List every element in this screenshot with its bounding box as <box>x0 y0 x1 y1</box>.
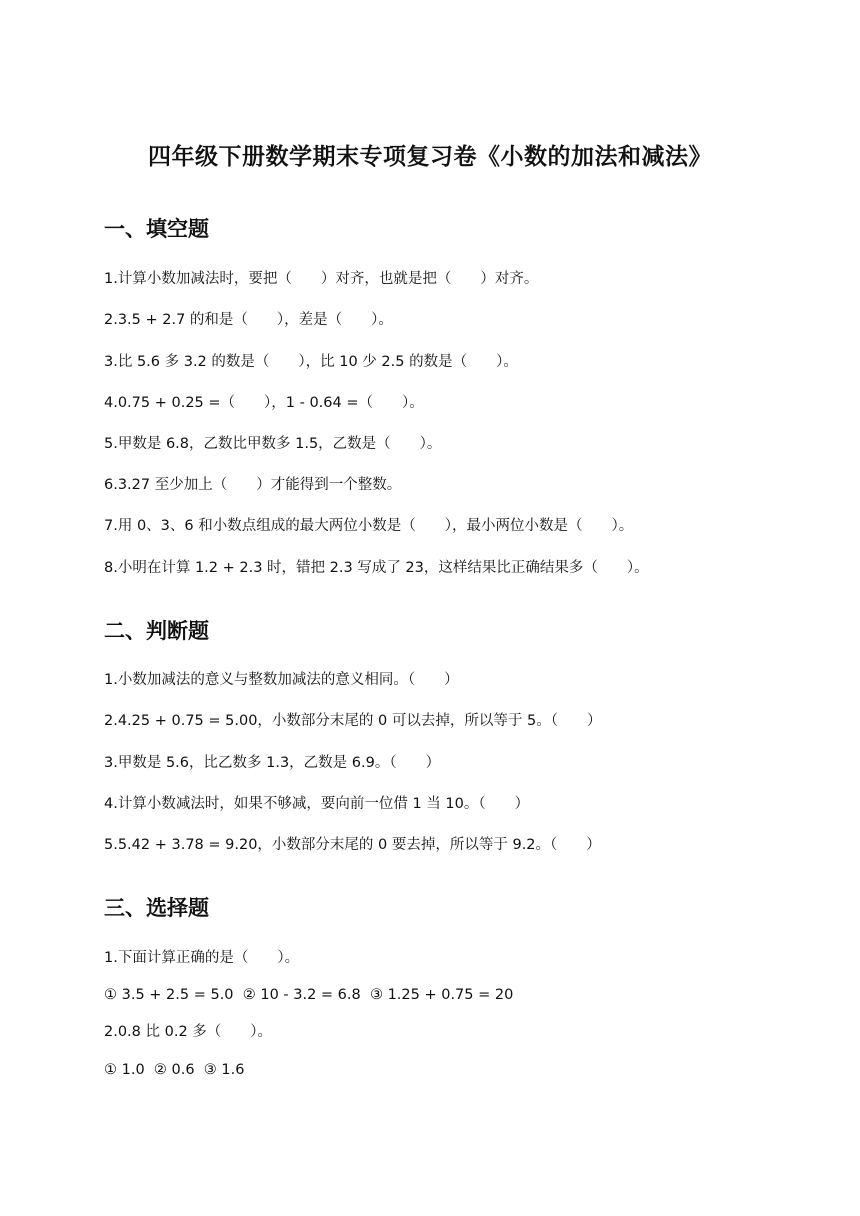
question-line: 1.计算小数加减法时，要把（ ）对齐，也就是把（ ）对齐。 <box>104 271 539 287</box>
question-line: 4.0.75 + 0.25 =（ ），1 - 0.64 =（ ）。 <box>104 395 424 411</box>
question-line: 2.3.5 + 2.7 的和是（ ），差是（ ）。 <box>104 312 393 328</box>
question-line: 4.计算小数减法时，如果不够减，要向前一位借 1 当 10。（ ） <box>104 796 530 812</box>
question-line: 3.比 5.6 多 3.2 的数是（ ），比 10 少 2.5 的数是（ ）。 <box>104 354 518 370</box>
question-line: 1.下面计算正确的是（ ）。 <box>104 950 300 966</box>
page-title: 四年级下册数学期末专项复习卷《小数的加法和减法》 <box>148 144 712 170</box>
question-line: 6.3.27 至少加上（ ）才能得到一个整数。 <box>104 477 402 493</box>
question-line: 5.甲数是 6.8，乙数比甲数多 1.5，乙数是（ ）。 <box>104 436 442 452</box>
choice-options-line: ① 3.5 + 2.5 = 5.0 ② 10 - 3.2 = 6.8 ③ 1.25 + 0.75 = 20 <box>104 987 514 1003</box>
question-line: 8.小明在计算 1.2 + 2.3 时，错把 2.3 写成了 23，这样结果比正确结果多（ ）。 <box>104 560 649 576</box>
question-line: 2.4.25 + 0.75 = 5.00，小数部分末尾的 0 可以去掉，所以等于 5。（ ） <box>104 713 602 729</box>
question-line: 3.甲数是 5.6，比乙数多 1.3，乙数是 6.9。（ ） <box>104 755 441 771</box>
section-heading-true-false: 二、判断题 <box>104 619 209 643</box>
section-heading-fill-blank: 一、填空题 <box>104 217 209 241</box>
question-line: 7.用 0、3、6 和小数点组成的最大两位小数是（ ），最小两位小数是（ ）。 <box>104 518 634 534</box>
question-line: 5.5.42 + 3.78 = 9.20，小数部分末尾的 0 要去掉，所以等于 9.2。（ ） <box>104 837 601 853</box>
section-heading-multiple-choice: 三、选择题 <box>104 896 209 920</box>
question-line: 1.小数加减法的意义与整数加减法的意义相同。（ ） <box>104 672 459 688</box>
choice-options-line: ① 1.0 ② 0.6 ③ 1.6 <box>104 1062 245 1078</box>
question-line: 2.0.8 比 0.2 多（ ）。 <box>104 1024 273 1040</box>
